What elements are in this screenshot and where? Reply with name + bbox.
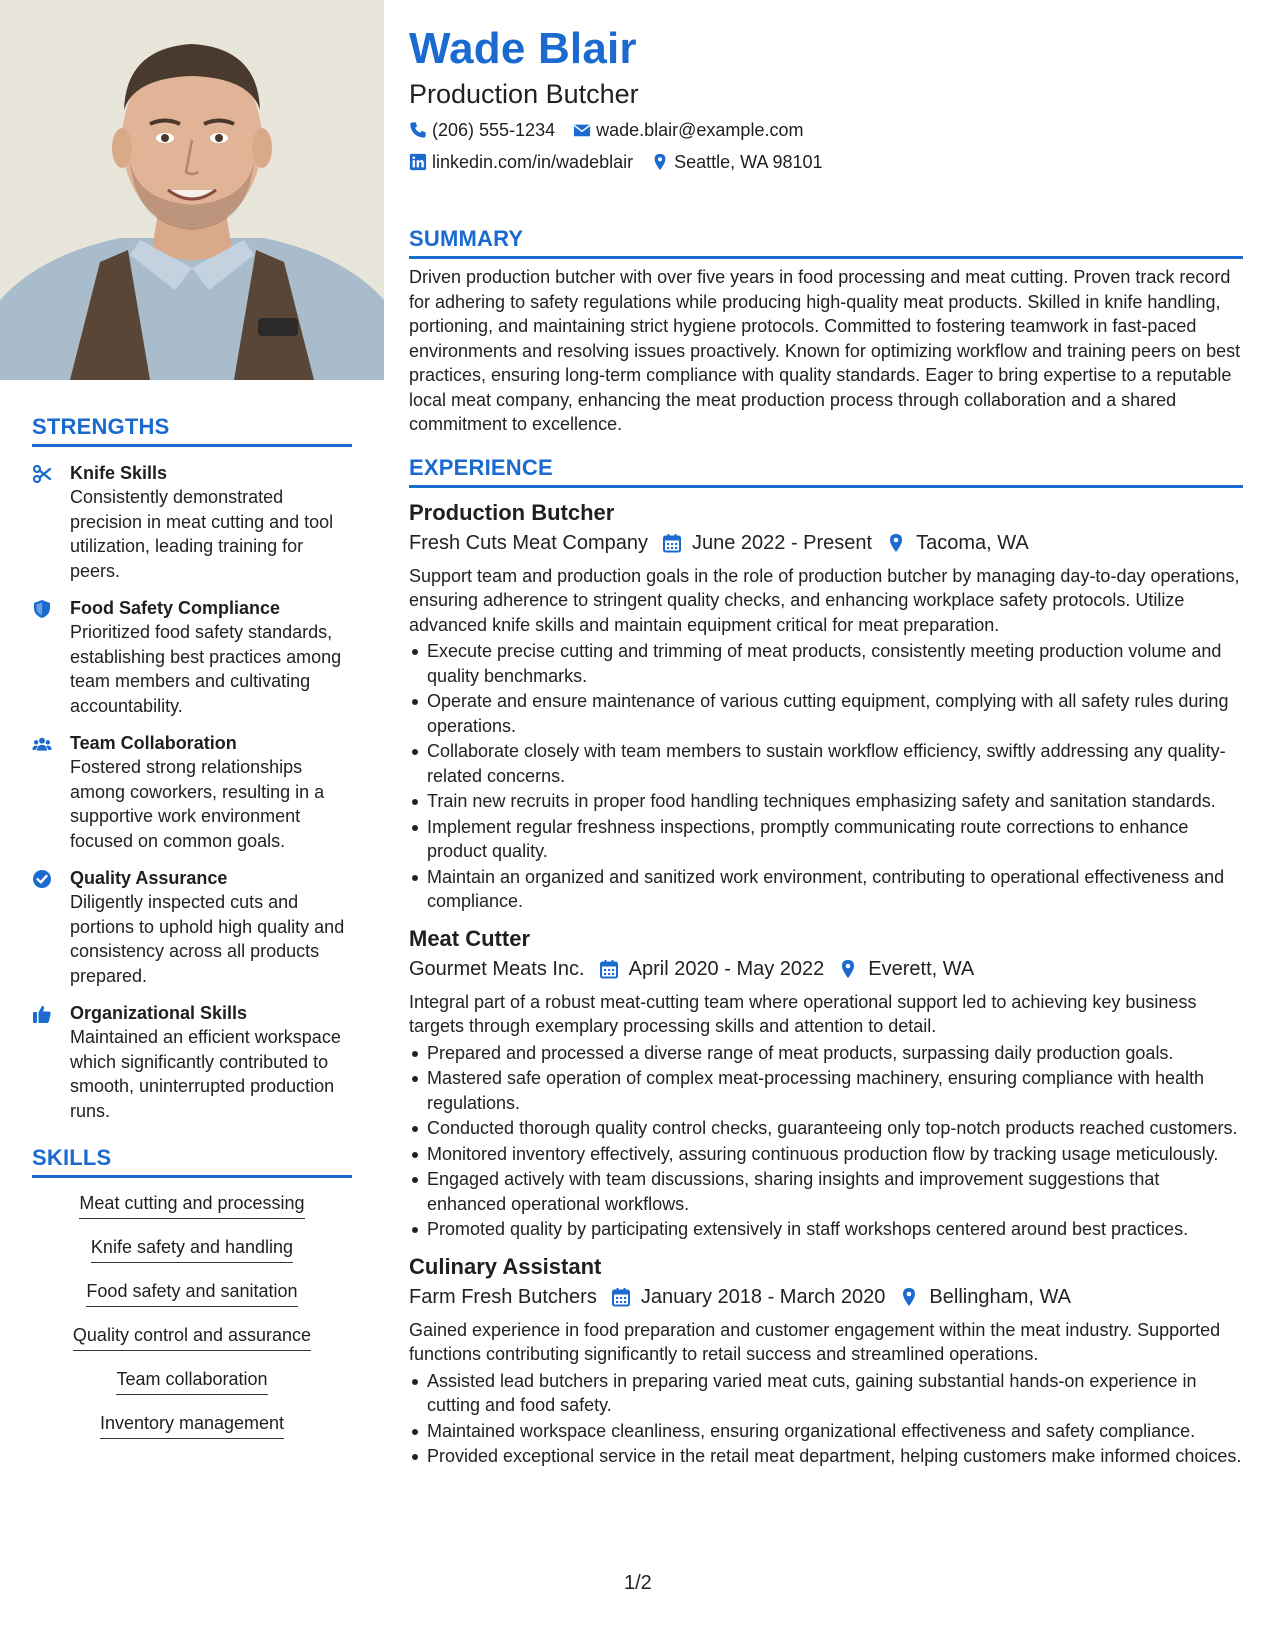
location-text: Seattle, WA 98101 [674,152,823,172]
skills-list [32,1190,352,1454]
job-bullet: Provided exceptional service in the retail meat department, helping customers make informed choices. [409,1444,1243,1469]
job-dates-text: January 2018 - March 2020 [640,1285,886,1308]
contact-row [409,148,1243,176]
job-meta [409,1282,1243,1312]
linkedin-text: linkedin.com/in/wadeblair [432,152,634,172]
scissors-icon [32,461,70,583]
job-location-text: Tacoma, WA [916,531,1029,554]
users-icon [32,731,70,853]
candidate-name: Wade Blair [409,24,637,73]
left-content [32,414,352,1454]
job-bullet: Train new recruits in proper food handling techniques emphasizing safety and sanitation standards. [409,789,1243,814]
calendar-icon [599,959,619,979]
job-entry [409,1252,1243,1469]
job-description: Support team and production goals in the role of production butcher by managing day-to-day operations, ensuring adherence to stringent quality checks, and enhancing workplace safety protocols. Utilize advanced knife skills and maintain equipment critical for meat preparation. [409,565,1240,635]
check-circle-icon [32,866,70,988]
shield-icon [32,596,70,718]
candidate-role: Production Butcher [409,79,639,109]
job-bullets [409,1041,1243,1242]
map-pin-icon [886,533,906,553]
strengths-list [32,461,352,1123]
left-column [0,0,384,1650]
job-location-text: Bellingham, WA [929,1285,1071,1308]
map-pin-icon [899,1287,919,1307]
job-title: Culinary Assistant [409,1253,602,1279]
skill-item: Team collaboration [116,1366,267,1395]
strength-item [32,461,352,583]
skill-item: Food safety and sanitation [86,1278,297,1307]
job-bullet: Maintain an organized and sanitized work environment, contributing to operational effectiveness and compliance. [409,865,1243,914]
job-location [886,528,1029,558]
strength-description: Fostered strong relationships among coworkers, resulting in a supportive work environment focused on common goals. [70,757,325,851]
job-entry [409,498,1243,914]
phone-text: (206) 555-1234 [432,120,556,140]
job-company: Farm Fresh Butchers [409,1285,597,1308]
job-bullet: Operate and ensure maintenance of various cutting equipment, complying with all safety rules during operations. [409,689,1243,738]
summary-text: Driven production butcher with over five years in food processing and meat cutting. Proven track record for adhering to safety regulations while producing high-quality meat products. Skilled in knife handling, portioning, and maintaining strict hygiene protocols. Committed to fostering teamwork in fast-paced environments and resolving issues proactively. Known for optimizing workflow and training peers on best practices, ensuring long-term compliance with quality standards. Eager to bring expertise to a reputable local meat company, enhancing the meat production process through collaboration and a shared commitment to excellence. [409,267,1241,434]
job-entry [409,924,1243,1242]
strength-description: Diligently inspected cuts and portions to uphold high quality and consistency across all products prepared. [70,892,345,986]
job-bullet: Execute precise cutting and trimming of meat products, consistently meeting production volume and quality benchmarks. [409,639,1243,688]
email-text: wade.blair@example.com [596,120,804,140]
job-dates [599,954,825,984]
job-meta [409,528,1243,558]
strength-description: Consistently demonstrated precision in meat cutting and tool utilization, leading training for peers. [70,487,334,581]
phone-icon [409,121,427,139]
thumbs-up-icon [32,1001,70,1123]
strength-item [32,866,352,988]
contact-row [409,116,1243,144]
job-dates-text: April 2020 - May 2022 [628,957,825,980]
strength-item [32,596,352,718]
job-bullet: Conducted thorough quality control checks, guaranteeing only top-notch products reached customers. [409,1116,1243,1141]
contact-location [651,148,822,176]
job-bullet: Engaged actively with team discussions, sharing insights and improvement suggestions that enhanced operational workflows. [409,1167,1243,1216]
job-bullet: Monitored inventory effectively, assuring continuous production flow by tracking usage meticulously. [409,1142,1243,1167]
job-dates-text: June 2022 - Present [691,531,873,554]
job-bullet: Prepared and processed a diverse range of meat products, surpassing daily production goals. [409,1041,1243,1066]
experience-heading: EXPERIENCE [409,455,1243,488]
map-pin-icon [838,959,858,979]
job-bullet: Maintained workspace cleanliness, ensuring organizational effectiveness and safety compliance. [409,1419,1243,1444]
job-company: Gourmet Meats Inc. [409,957,585,980]
linkedin-icon [409,153,427,171]
skill-item: Quality control and assurance [73,1322,311,1351]
page-number: 1/2 [624,1572,652,1594]
job-location-text: Everett, WA [868,957,975,980]
map-pin-icon [651,153,669,171]
job-description: Integral part of a robust meat-cutting team where operational support led to achieving key business targets through exemplary processing skills and attention to detail. [409,991,1197,1036]
job-dates [662,528,872,558]
strength-title: Food Safety Compliance [70,598,281,618]
job-bullet: Collaborate closely with team members to sustain workflow efficiency, swiftly addressing any quality-related concerns. [409,739,1243,788]
contact-email[interactable] [573,116,803,144]
contact-phone[interactable] [409,116,555,144]
job-bullet: Mastered safe operation of complex meat-processing machinery, ensuring compliance with health regulations. [409,1066,1243,1115]
job-company: Fresh Cuts Meat Company [409,531,648,554]
contact-linkedin[interactable] [409,148,633,176]
strength-description: Prioritized food safety standards, establishing best practices among team members and cultivating accountability. [70,622,342,716]
calendar-icon [662,533,682,553]
profile-photo [0,0,384,380]
strength-title: Organizational Skills [70,1003,248,1023]
skill-item: Meat cutting and processing [79,1190,304,1219]
strength-title: Quality Assurance [70,868,228,888]
job-bullets [409,1369,1243,1469]
strength-title: Team Collaboration [70,733,237,753]
job-title: Production Butcher [409,499,615,525]
job-location [838,954,974,984]
skill-item: Knife safety and handling [91,1234,293,1263]
strength-item [32,1001,352,1123]
job-description: Gained experience in food preparation and customer engagement within the meat industry. Supported functions contributing significantly to retail success and streamlined operations. [409,1319,1221,1364]
job-bullet: Implement regular freshness inspections, promptly communicating route corrections to enhance product quality. [409,815,1243,864]
calendar-icon [611,1287,631,1307]
summary-heading: SUMMARY [409,226,1243,259]
job-bullets [409,639,1243,914]
job-location [899,1282,1071,1312]
job-dates [611,1282,886,1312]
strength-title: Knife Skills [70,463,168,483]
strength-description: Maintained an efficient workspace which significantly contributed to smooth, uninterrupted production runs. [70,1027,341,1121]
job-bullet: Assisted lead butchers in preparing varied meat cuts, gaining substantial hands-on experience in cutting and food safety. [409,1369,1243,1418]
strength-item [32,731,352,853]
job-bullet: Promoted quality by participating extensively in staff workshops centered around best practices. [409,1217,1243,1242]
skills-heading: SKILLS [32,1145,352,1178]
skill-item: Inventory management [100,1410,284,1439]
strengths-heading: STRENGTHS [32,414,352,447]
envelope-icon [573,121,591,139]
right-column [409,22,1243,1470]
job-meta [409,954,1243,984]
job-title: Meat Cutter [409,925,531,951]
